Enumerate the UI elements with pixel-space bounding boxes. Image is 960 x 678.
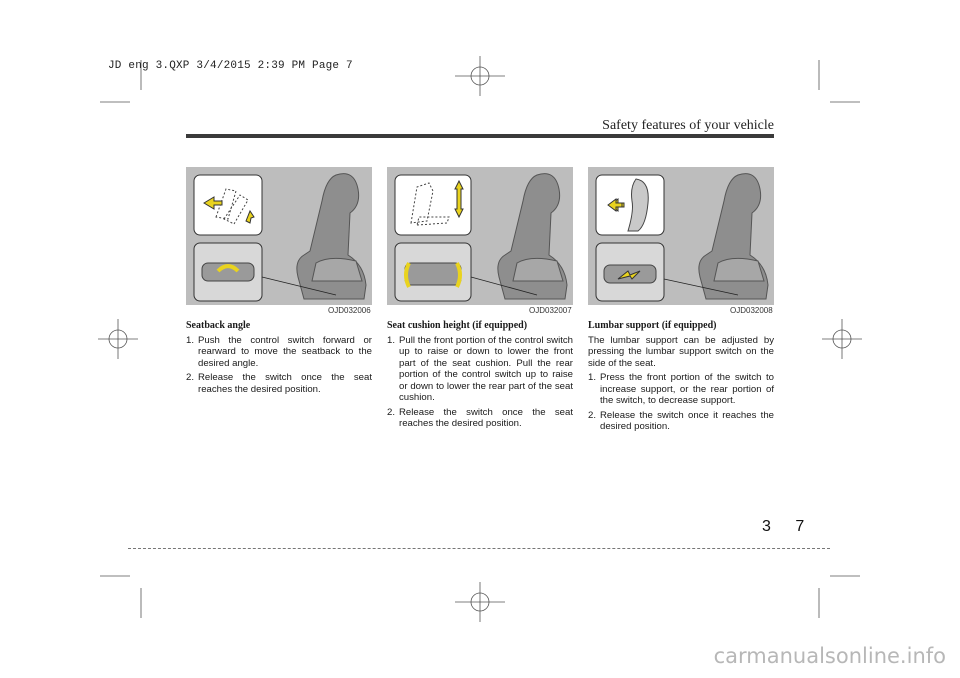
registration-mark-bottom xyxy=(455,582,505,622)
inset-detail xyxy=(194,175,262,235)
header-rule xyxy=(186,134,774,138)
watermark: carmanualsonline.info xyxy=(713,644,946,668)
page-number: 3 7 xyxy=(762,518,815,535)
column-heading: Seatback angle xyxy=(186,320,251,331)
list-item: 1. Press the front portion of the switch to increase support, or the rear portion of the switch, to decrease support. xyxy=(588,372,774,406)
list-item: 2. Release the switch once the seat reaches the desired position. xyxy=(186,372,372,395)
figure-lumbar-support xyxy=(588,167,774,305)
column-intro: The lumbar support can be adjusted by pressing the lumbar support switch on the side of the seat. xyxy=(588,334,774,369)
column-heading: Seat cushion height (if equipped) xyxy=(387,320,528,331)
figure-code: OJD032006 xyxy=(328,306,371,315)
column-cushion-height xyxy=(387,320,573,433)
list-item: 2. Release the switch once it reaches the desired position. xyxy=(588,409,774,432)
figure-cushion-height xyxy=(387,167,573,305)
registration-mark-left xyxy=(98,319,138,359)
section-title: Safety features of your vehicle xyxy=(602,118,774,133)
figure-code: OJD032007 xyxy=(529,306,572,315)
print-slug: JD eng 3.QXP 3/4/2015 2:39 PM Page 7 xyxy=(108,60,353,72)
column-seatback-angle xyxy=(186,320,372,398)
figure-code: OJD032008 xyxy=(730,306,773,315)
column-heading: Lumbar support (if equipped) xyxy=(588,320,717,331)
list-item: 1. Pull the front portion of the control switch up to raise or down to lower the front part of the seat cushion. Pull the rear portion of the control switch up to raise or down to lower the rear part of the seat cushion. xyxy=(387,334,573,403)
figure-seatback-angle xyxy=(186,167,372,305)
footer-rule xyxy=(128,548,830,549)
list-item: 2. Release the switch once the seat reaches the desired position. xyxy=(387,406,573,429)
registration-mark-top xyxy=(455,56,505,96)
list-item: 1. Push the control switch forward or rearward to move the seatback to the desired angle. xyxy=(186,334,372,369)
registration-mark-right xyxy=(822,319,862,359)
column-lumbar-support xyxy=(588,320,774,436)
